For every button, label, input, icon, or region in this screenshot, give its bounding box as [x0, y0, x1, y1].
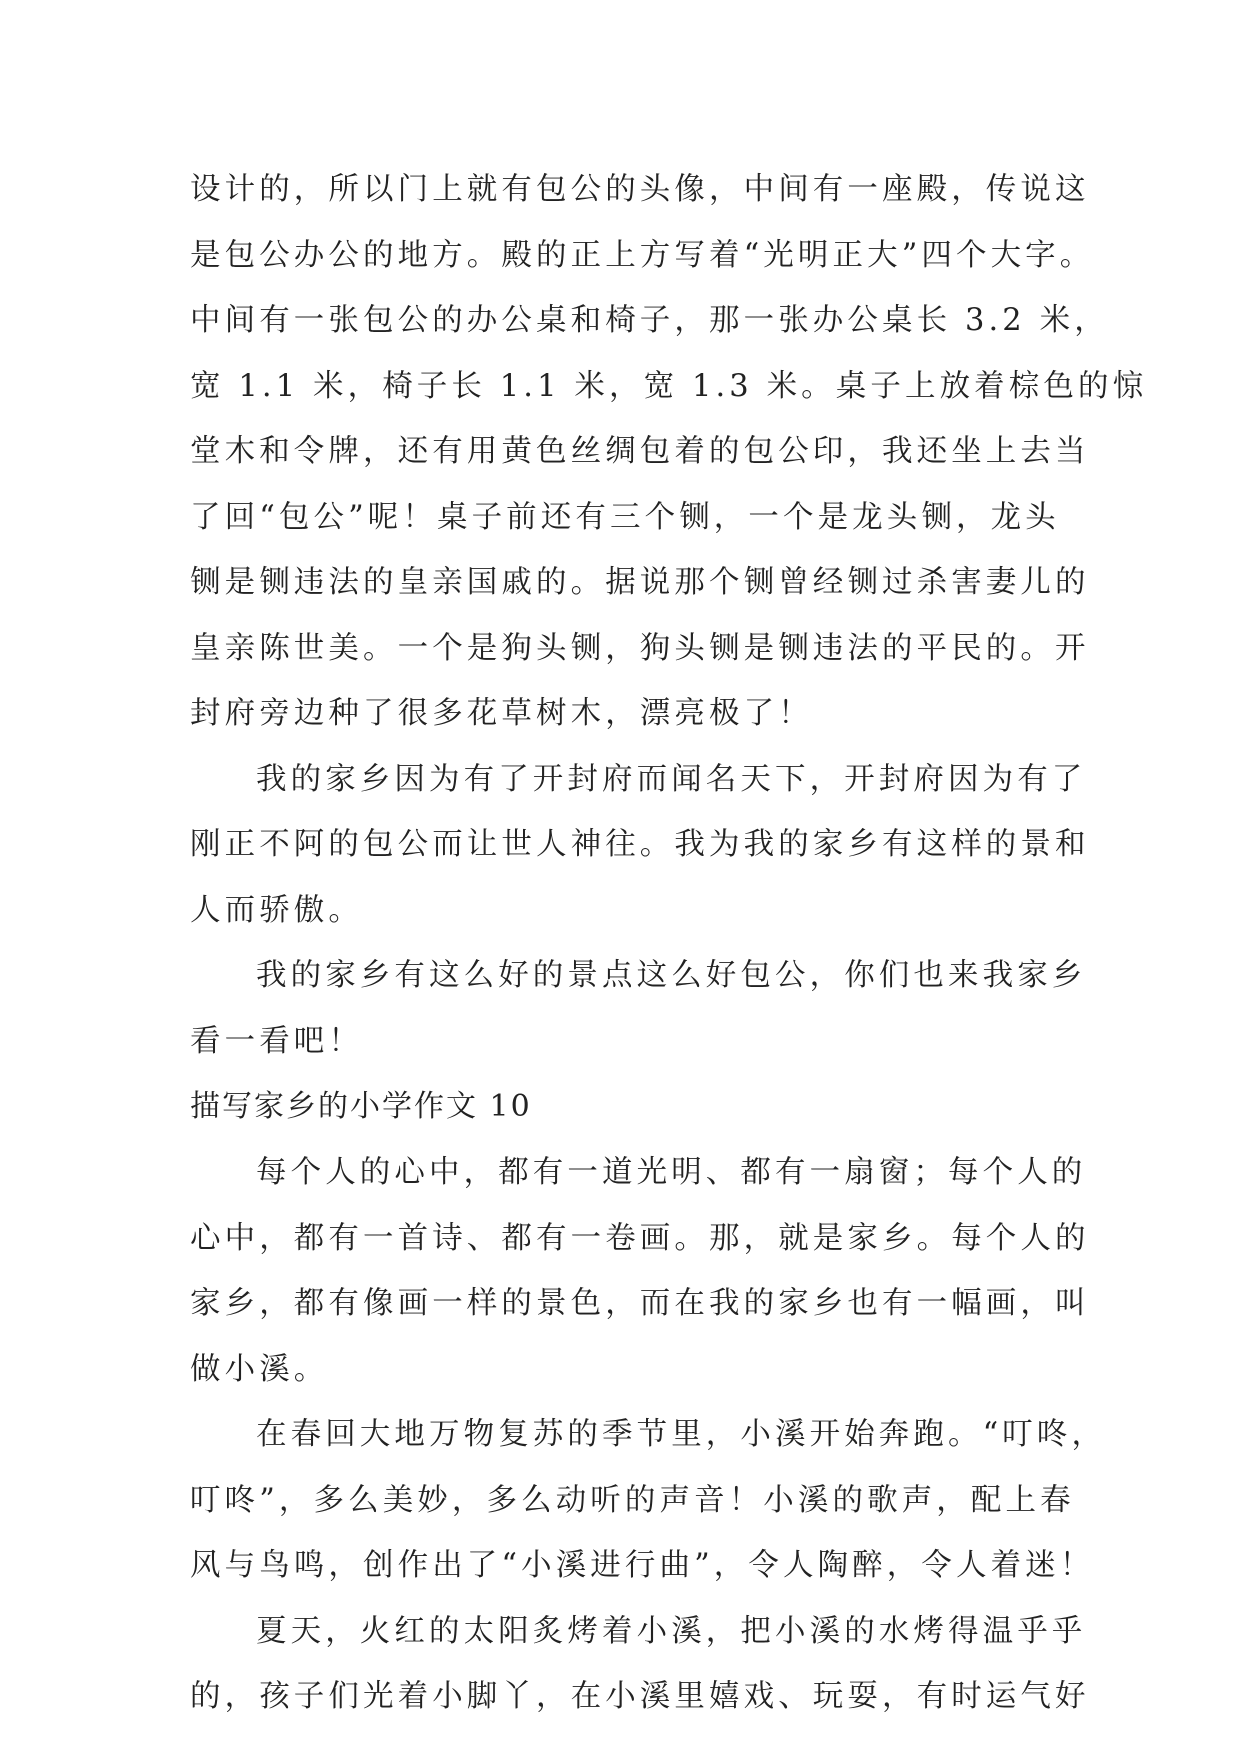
- text-line: 心中，都有一首诗、都有一卷画。那，就是家乡。每个人的: [190, 1220, 1090, 1256]
- text-line: 夏天，火红的太阳炙烤着小溪，把小溪的水烤得温乎乎: [256, 1613, 1087, 1649]
- text-line: 设计的，所以门上就有包公的头像，中间有一座殿，传说这: [190, 172, 1090, 207]
- text-line: 风与鸟鸣，创作出了“小溪进行曲”，令人陶醉，令人着迷！: [190, 1548, 1095, 1583]
- text-line: 是包公办公的地方。殿的正上方写着“光明正大”四个大字。: [190, 237, 1095, 273]
- text-line: 中间有一张包公的办公桌和椅子，那一张办公桌长 3.2 米，: [190, 303, 1109, 338]
- text-line: 了回“包公”呢！桌子前还有三个铡，一个是龙头铡，龙头: [190, 499, 1060, 535]
- body-text-before-heading: [190, 157, 1148, 1074]
- text-line: 每个人的心中，都有一道光明、都有一扇窗；每个人的: [256, 1155, 1087, 1190]
- text-line: 做小溪。: [190, 1351, 329, 1387]
- text-line: 铡是铡违法的皇亲国戚的。据说那个铡曾经铡过杀害妻儿的: [190, 565, 1090, 600]
- text-line: 封府旁边种了很多花草树木，漂亮极了！: [190, 696, 813, 731]
- section-heading: 描写家乡的小学作文 10: [190, 1089, 532, 1124]
- text-line: 刚正不阿的包公而让世人神往。我为我的家乡有这样的景和: [190, 827, 1090, 862]
- text-line: 我的家乡有这么好的景点这么好包公，你们也来我家乡: [256, 958, 1087, 993]
- text-line: 堂木和令牌，还有用黄色丝绸包着的包公印，我还坐上去当: [190, 434, 1090, 469]
- text-line: 叮咚”，多么美妙，多么动听的声音！小溪的歌声，配上春: [190, 1482, 1075, 1518]
- text-line: 宽 1.1 米，椅子长 1.1 米，宽 1.3 米。桌子上放着棕色的惊: [190, 368, 1148, 404]
- text-line: 的，孩子们光着小脚丫，在小溪里嬉戏、玩耍，有时运气好: [190, 1679, 1090, 1714]
- text-line: 家乡，都有像画一样的景色，而在我的家乡也有一幅画，叫: [190, 1286, 1090, 1321]
- text-line: 在春回大地万物复苏的季节里，小溪开始奔跑。“叮咚，: [256, 1417, 1107, 1452]
- text-line: 皇亲陈世美。一个是狗头铡，狗头铡是铡违法的平民的。开: [190, 630, 1090, 666]
- text-line: 我的家乡因为有了开封府而闻名天下，开封府因为有了: [256, 761, 1087, 797]
- body-text-after-heading: [190, 1140, 1107, 1730]
- text-line: 人而骄傲。: [190, 892, 363, 928]
- text-line: 看一看吧！: [190, 1023, 363, 1059]
